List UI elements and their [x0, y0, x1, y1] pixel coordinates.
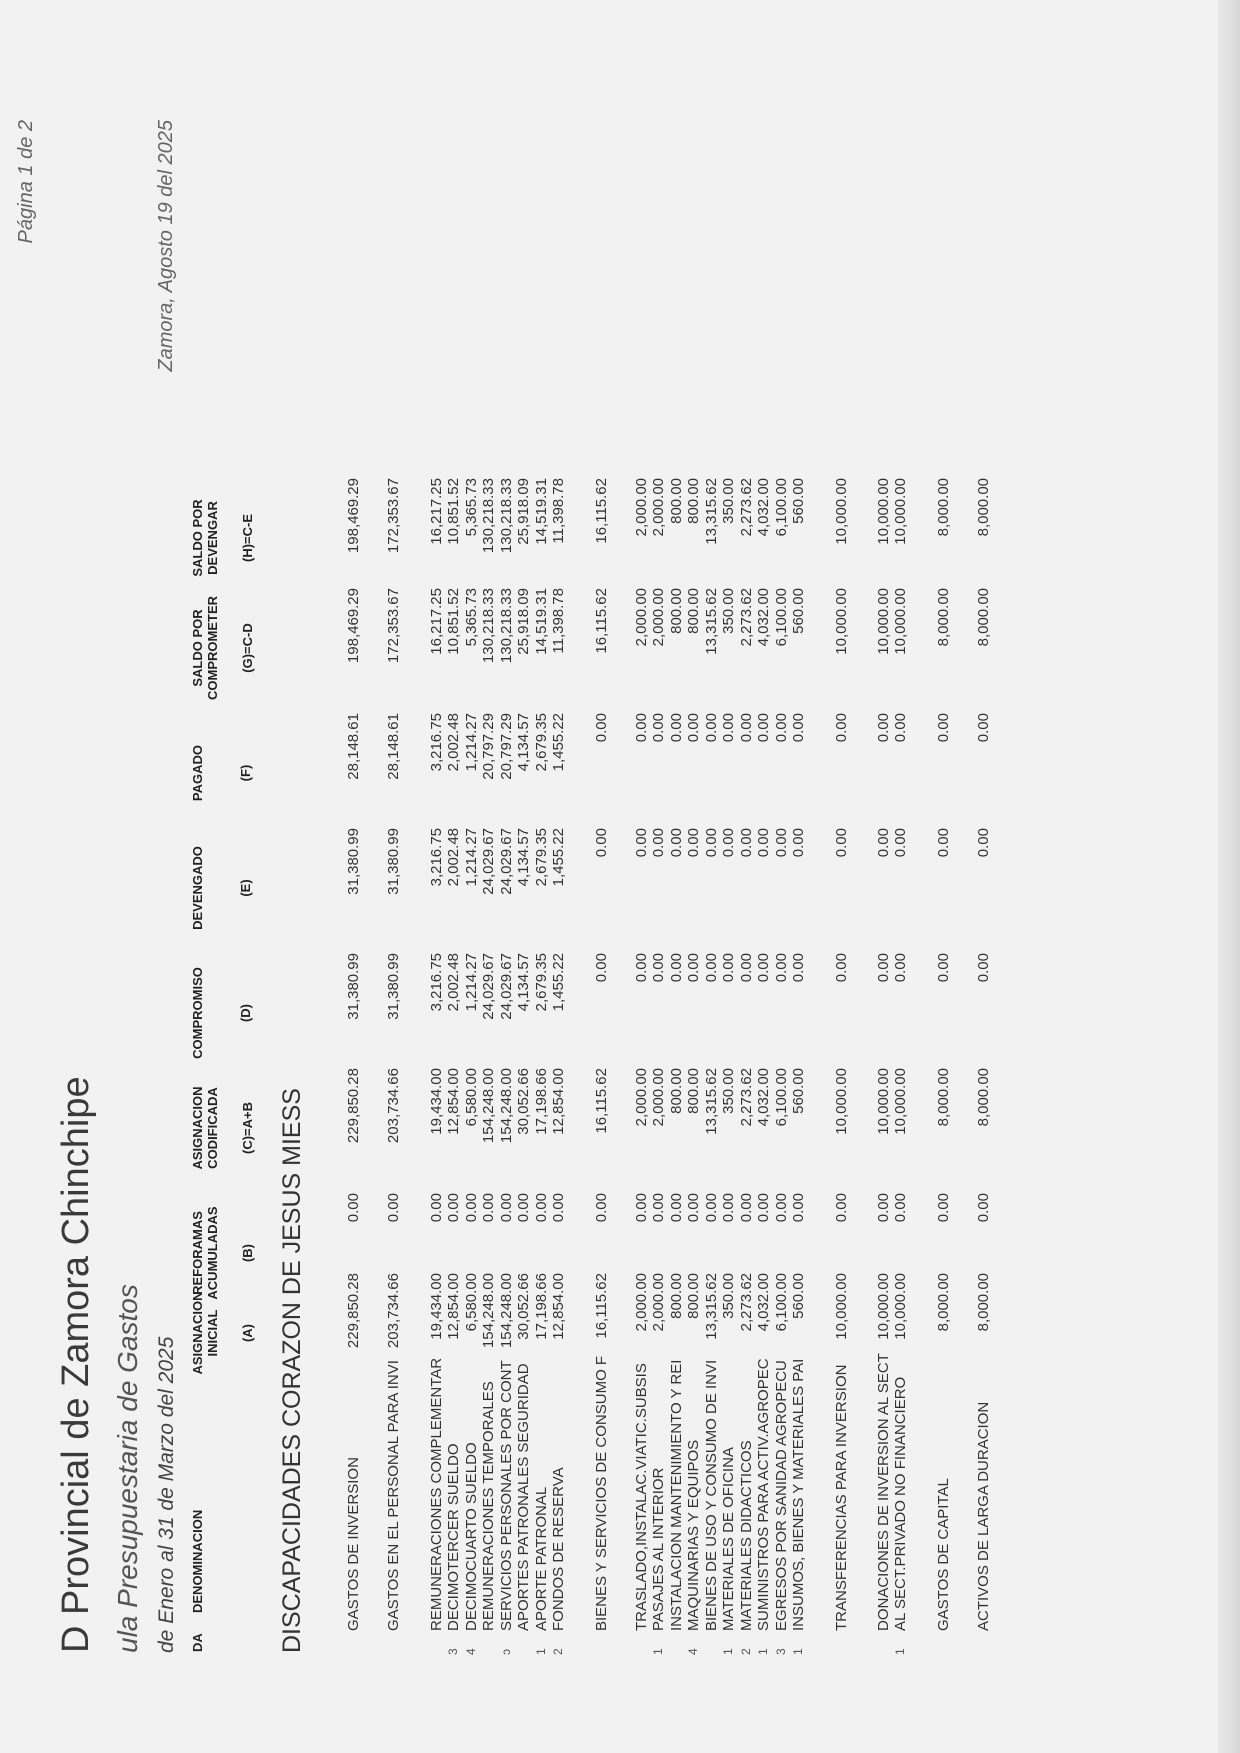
report-title: D Provincial de Zamora Chinchipe [55, 1076, 97, 1653]
row-denominacion: MAQUINARIAS Y EQUIPOS [685, 1439, 702, 1631]
cell-a: 350.00 [720, 1273, 737, 1319]
column-header-h-label1: SALDO POR [190, 499, 205, 577]
cell-g: 25,918.09 [515, 588, 532, 655]
cell-a: 16,115.62 [593, 1273, 610, 1339]
cell-f: 28,148.61 [385, 713, 402, 780]
cell-g: 560.00 [790, 588, 807, 634]
row-denominacion: BIENES Y SERVICIOS DE CONSUMO F [593, 1355, 610, 1631]
column-header-h [190, 478, 255, 598]
page-number: Página 1 de 2 [15, 120, 37, 244]
cell-f: 0.00 [790, 713, 807, 743]
cell-c: 17,198.66 [533, 1068, 550, 1135]
row-code: 1 [756, 1648, 770, 1655]
cell-e: 24,029.67 [498, 828, 515, 895]
cell-b: 0.00 [650, 1193, 667, 1223]
row-denominacion: PASAJES AL INTERIOR [650, 1467, 667, 1631]
cell-c: 12,854.00 [550, 1068, 567, 1135]
cell-g: 6,100.00 [773, 588, 790, 647]
row-code: 1 [651, 1648, 665, 1655]
cell-c: 12,854.00 [445, 1068, 462, 1135]
cell-f: 0.00 [668, 713, 685, 743]
cell-h: 10,000.00 [875, 478, 892, 545]
cell-d: 0.00 [975, 953, 992, 983]
column-header-c-label2: CODIFICADA [205, 1087, 220, 1169]
cell-b: 0.00 [345, 1193, 362, 1223]
column-header-g-formula: (G)=C-D [240, 623, 255, 673]
cell-h: 2,000.00 [633, 478, 650, 537]
cell-e: 0.00 [755, 828, 772, 858]
cell-c: 203,734.66 [385, 1068, 402, 1144]
cell-a: 229,850.28 [345, 1273, 362, 1349]
column-header-e-formula: (E) [238, 879, 253, 897]
cell-g: 10,851.52 [445, 588, 462, 655]
cell-e: 0.00 [875, 828, 892, 858]
cell-a: 800.00 [668, 1273, 685, 1319]
cell-d: 0.00 [773, 953, 790, 983]
cell-a: 10,000.00 [833, 1273, 850, 1340]
cell-d: 31,380.99 [345, 953, 362, 1020]
cell-b: 0.00 [790, 1193, 807, 1223]
row-code: 1 [893, 1648, 907, 1655]
row-code: 3 [774, 1648, 788, 1655]
cell-e: 0.00 [935, 828, 952, 858]
cell-b: 0.00 [633, 1193, 650, 1223]
cell-g: 8,000.00 [975, 588, 992, 647]
column-header-f-label1: PAGADO [190, 744, 205, 802]
cell-h: 10,000.00 [833, 478, 850, 545]
cell-f: 20,797.29 [480, 713, 497, 780]
cell-h: 172,353.67 [385, 478, 402, 554]
cell-b: 0.00 [385, 1193, 402, 1223]
cell-f: 0.00 [892, 713, 909, 743]
row-denominacion: REMUNERACIONES COMPLEMENTAR [428, 1357, 445, 1631]
cell-e: 1,455.22 [550, 828, 567, 887]
cell-f: 0.00 [738, 713, 755, 743]
cell-c: 10,000.00 [833, 1068, 850, 1135]
cell-b: 0.00 [833, 1193, 850, 1223]
row-denominacion: ACTIVOS DE LARGA DURACION [975, 1401, 992, 1631]
cell-g: 4,032.00 [755, 588, 772, 647]
cell-h: 25,918.09 [515, 478, 532, 545]
cell-c: 6,580.00 [463, 1068, 480, 1127]
column-header-g-label2: COMPROMETER [205, 596, 220, 700]
cell-e: 2,679.35 [533, 828, 550, 887]
column-header-h-formula: (H)=C-E [240, 513, 255, 563]
column-header-f-formula: (F) [238, 764, 253, 782]
cell-g: 10,000.00 [875, 588, 892, 655]
column-header-h-label2: DEVENGAR [205, 501, 220, 575]
row-code: 3 [446, 1648, 460, 1655]
cell-g: 800.00 [668, 588, 685, 634]
cell-h: 198,469.29 [345, 478, 362, 554]
cell-a: 10,000.00 [892, 1273, 909, 1340]
cell-h: 14,519.31 [533, 478, 550, 545]
cell-b: 0.00 [593, 1193, 610, 1223]
cell-a: 4,032.00 [755, 1273, 772, 1332]
cell-a: 12,854.00 [550, 1273, 567, 1340]
report-place-date: Zamora, Agosto 19 del 2025 [155, 120, 177, 372]
cell-c: 154,248.00 [498, 1068, 515, 1144]
cell-f: 0.00 [773, 713, 790, 743]
cell-e: 31,380.99 [385, 828, 402, 895]
cell-h: 8,000.00 [935, 478, 952, 537]
cell-d: 0.00 [703, 953, 720, 983]
cell-f: 1,455.22 [550, 713, 567, 772]
cell-a: 13,315.62 [703, 1273, 720, 1340]
cell-d: 0.00 [633, 953, 650, 983]
cell-a: 203,734.66 [385, 1273, 402, 1349]
cell-e: 0.00 [975, 828, 992, 858]
column-header-b-formula: (B) [240, 1243, 255, 1263]
cell-b: 0.00 [720, 1193, 737, 1223]
cell-e: 31,380.99 [345, 828, 362, 895]
cell-c: 8,000.00 [975, 1068, 992, 1127]
cell-f: 4,134.57 [515, 713, 532, 772]
column-header-c-formula: (C)=A+B [240, 1102, 255, 1155]
cell-h: 4,032.00 [755, 478, 772, 537]
cell-f: 1,214.27 [463, 713, 480, 772]
cell-f: 20,797.29 [498, 713, 515, 780]
row-denominacion: MATERIALES DIDACTICOS [738, 1440, 755, 1631]
column-header-g [190, 588, 255, 708]
cell-a: 12,854.00 [445, 1273, 462, 1340]
cell-a: 19,434.00 [428, 1273, 445, 1340]
cell-b: 0.00 [892, 1193, 909, 1223]
cell-b: 0.00 [533, 1193, 550, 1223]
cell-b: 0.00 [668, 1193, 685, 1223]
row-denominacion: APORTES PATRONALES SEGURIDAD [515, 1363, 532, 1631]
row-denominacion: FONDOS DE RESERVA [550, 1467, 567, 1631]
cell-e: 0.00 [773, 828, 790, 858]
cell-g: 8,000.00 [935, 588, 952, 647]
cell-c: 19,434.00 [428, 1068, 445, 1135]
cell-a: 30,052.66 [515, 1273, 532, 1340]
cell-h: 16,115.62 [593, 478, 610, 544]
cell-d: 1,455.22 [550, 953, 567, 1012]
row-denominacion: DECIMOTERCER SUELDO [445, 1443, 462, 1631]
row-denominacion: INSUMOS, BIENES Y MATERIALES PAI [790, 1358, 807, 1631]
cell-e: 0.00 [833, 828, 850, 858]
row-denominacion: GASTOS DE CAPITAL [935, 1478, 952, 1631]
row-denominacion: REMUNERACIONES TEMPORALES [480, 1381, 497, 1631]
cell-d: 0.00 [755, 953, 772, 983]
row-code: 2 [551, 1648, 565, 1655]
cell-b: 0.00 [738, 1193, 755, 1223]
cell-c: 800.00 [668, 1068, 685, 1114]
cell-b: 0.00 [445, 1193, 462, 1223]
row-denominacion: AL SECT.PRIVADO NO FINANCIERO [892, 1376, 909, 1631]
cell-h: 130,218.33 [480, 478, 497, 554]
cell-c: 8,000.00 [935, 1068, 952, 1127]
column-header-d-label1: COMPROMISO [190, 967, 205, 1059]
cell-f: 0.00 [833, 713, 850, 743]
cell-e: 0.00 [650, 828, 667, 858]
row-denominacion: DONACIONES DE INVERSION AL SECT [875, 1353, 892, 1631]
column-header-g-label1: SALDO POR [190, 609, 205, 687]
column-header-denominacion: DENOMINACION [190, 1509, 205, 1613]
cell-e: 24,029.67 [480, 828, 497, 895]
row-denominacion: BIENES DE USO Y CONSUMO DE INVI [703, 1359, 720, 1631]
cell-g: 14,519.31 [533, 588, 550, 655]
cell-d: 24,029.67 [480, 953, 497, 1020]
cell-d: 0.00 [790, 953, 807, 983]
cell-g: 130,218.33 [480, 588, 497, 664]
cell-b: 0.00 [935, 1193, 952, 1223]
cell-d: 1,214.27 [463, 953, 480, 1012]
column-header-a-formula: (A) [240, 1323, 255, 1343]
column-header-b-label2: ACUMULADAS [205, 1206, 220, 1300]
row-code: 1 [721, 1648, 735, 1655]
column-header-c [190, 1068, 255, 1188]
cell-f: 0.00 [755, 713, 772, 743]
cell-f: 0.00 [875, 713, 892, 743]
cell-d: 0.00 [875, 953, 892, 983]
cell-f: 0.00 [975, 713, 992, 743]
row-denominacion: SUMINISTROS PARA ACTIV.AGROPEC [755, 1358, 772, 1631]
column-header-partida: DA [190, 1633, 205, 1652]
row-code: 2 [739, 1648, 753, 1655]
cell-f: 3,216.75 [428, 713, 445, 772]
column-header-a-label1: ASIGNACION [190, 1291, 205, 1375]
report-period: de Enero al 31 de Marzo del 2025 [155, 1336, 178, 1653]
column-header-a-label2: INICIAL [205, 1309, 220, 1357]
cell-d: 31,380.99 [385, 953, 402, 1020]
cell-h: 10,851.52 [445, 478, 462, 545]
cell-d: 3,216.75 [428, 953, 445, 1012]
row-code: 1 [791, 1648, 805, 1655]
row-denominacion: GASTOS DE INVERSION [345, 1457, 362, 1631]
cell-h: 2,000.00 [650, 478, 667, 537]
cell-b: 0.00 [428, 1193, 445, 1223]
cell-g: 130,218.33 [498, 588, 515, 664]
column-header-b-label1: REFORAMAS [190, 1211, 205, 1295]
cell-g: 172,353.67 [385, 588, 402, 664]
cell-g: 10,000.00 [892, 588, 909, 655]
cell-g: 350.00 [720, 588, 737, 634]
cell-f: 0.00 [650, 713, 667, 743]
cell-a: 6,580.00 [463, 1273, 480, 1332]
cell-h: 130,218.33 [498, 478, 515, 554]
cell-b: 0.00 [773, 1193, 790, 1223]
row-code: 4 [464, 1648, 478, 1655]
cell-d: 0.00 [935, 953, 952, 983]
column-header-e [190, 828, 253, 948]
cell-e: 0.00 [738, 828, 755, 858]
row-denominacion: GASTOS EN EL PERSONAL PARA INVI [385, 1360, 402, 1631]
cell-h: 560.00 [790, 478, 807, 524]
cell-c: 800.00 [685, 1068, 702, 1114]
cell-h: 11,398.78 [550, 478, 567, 544]
cell-e: 0.00 [593, 828, 610, 858]
cell-g: 16,217.25 [428, 588, 445, 655]
cell-e: 0.00 [790, 828, 807, 858]
cell-e: 0.00 [703, 828, 720, 858]
cell-d: 0.00 [833, 953, 850, 983]
cell-f: 28,148.61 [345, 713, 362, 780]
cell-b: 0.00 [480, 1193, 497, 1223]
cell-c: 13,315.62 [703, 1068, 720, 1135]
cell-d: 24,029.67 [498, 953, 515, 1020]
cell-g: 2,000.00 [633, 588, 650, 647]
cell-h: 5,365.73 [463, 478, 480, 537]
cell-h: 6,100.00 [773, 478, 790, 537]
report-subtitle: ula Presupuestaria de Gastos [112, 1284, 143, 1653]
cell-g: 11,398.78 [550, 588, 567, 654]
cell-c: 4,032.00 [755, 1068, 772, 1127]
cell-h: 350.00 [720, 478, 737, 524]
cell-a: 2,273.62 [738, 1273, 755, 1332]
row-denominacion: SERVICIOS PERSONALES POR CONT [498, 1360, 515, 1631]
section-title: DISCAPACIDADES CORAZON DE JESUS MIESS [278, 1088, 306, 1653]
cell-d: 0.00 [668, 953, 685, 983]
cell-e: 0.00 [892, 828, 909, 858]
cell-h: 8,000.00 [975, 478, 992, 537]
cell-a: 10,000.00 [875, 1273, 892, 1340]
cell-a: 2,000.00 [633, 1273, 650, 1332]
cell-e: 0.00 [720, 828, 737, 858]
cell-b: 0.00 [703, 1193, 720, 1223]
cell-f: 2,679.35 [533, 713, 550, 772]
column-header-b [190, 1193, 255, 1313]
cell-d: 4,134.57 [515, 953, 532, 1012]
cell-c: 350.00 [720, 1068, 737, 1114]
cell-a: 17,198.66 [533, 1273, 550, 1340]
cell-f: 0.00 [703, 713, 720, 743]
cell-c: 30,052.66 [515, 1068, 532, 1135]
cell-b: 0.00 [975, 1193, 992, 1223]
cell-c: 10,000.00 [875, 1068, 892, 1135]
cell-a: 8,000.00 [975, 1273, 992, 1332]
cell-b: 0.00 [498, 1193, 515, 1223]
row-denominacion: MATERIALES DE OFICINA [720, 1447, 737, 1631]
cell-f: 0.00 [935, 713, 952, 743]
cell-f: 2,002.48 [445, 713, 462, 772]
column-header-c-label1: ASIGNACION [190, 1086, 205, 1170]
cell-a: 560.00 [790, 1273, 807, 1319]
cell-e: 0.00 [685, 828, 702, 858]
cell-d: 2,679.35 [533, 953, 550, 1012]
cell-c: 6,100.00 [773, 1068, 790, 1127]
cell-d: 0.00 [685, 953, 702, 983]
row-code: ↄ [499, 1649, 513, 1655]
column-header-d [190, 953, 253, 1073]
cell-f: 0.00 [685, 713, 702, 743]
cell-f: 0.00 [593, 713, 610, 743]
row-code: 4 [686, 1648, 700, 1655]
cell-g: 2,273.62 [738, 588, 755, 647]
column-header-f [190, 713, 253, 833]
cell-g: 800.00 [685, 588, 702, 634]
cell-c: 560.00 [790, 1068, 807, 1114]
column-header-d-formula: (D) [238, 1003, 253, 1023]
cell-h: 16,217.25 [428, 478, 445, 545]
cell-c: 10,000.00 [892, 1068, 909, 1135]
cell-b: 0.00 [685, 1193, 702, 1223]
cell-d: 0.00 [593, 953, 610, 983]
row-denominacion: INSTALACION MANTENIMIENTO Y REI [668, 1359, 685, 1631]
cell-h: 13,315.62 [703, 478, 720, 545]
row-denominacion: TRASLADO,INSTALAC.VIATIC.SUBSIS [633, 1363, 650, 1631]
row-code: 1 [534, 1648, 548, 1655]
cell-e: 4,134.57 [515, 828, 532, 887]
cell-h: 800.00 [668, 478, 685, 524]
row-denominacion: EGRESOS POR SANIDAD AGROPECU [773, 1360, 790, 1631]
cell-a: 800.00 [685, 1273, 702, 1319]
cell-g: 198,469.29 [345, 588, 362, 664]
cell-c: 2,000.00 [650, 1068, 667, 1127]
cell-h: 2,273.62 [738, 478, 755, 537]
cell-g: 2,000.00 [650, 588, 667, 647]
cell-b: 0.00 [755, 1193, 772, 1223]
cell-c: 16,115.62 [593, 1068, 610, 1134]
cell-d: 0.00 [720, 953, 737, 983]
cell-c: 2,273.62 [738, 1068, 755, 1127]
cell-h: 800.00 [685, 478, 702, 524]
cell-e: 0.00 [633, 828, 650, 858]
cell-c: 229,850.28 [345, 1068, 362, 1144]
cell-b: 0.00 [463, 1193, 480, 1223]
cell-e: 1,214.27 [463, 828, 480, 887]
column-header-e-label1: DEVENGADO [190, 846, 205, 930]
cell-h: 10,000.00 [892, 478, 909, 545]
cell-a: 2,000.00 [650, 1273, 667, 1332]
cell-e: 0.00 [668, 828, 685, 858]
cell-a: 8,000.00 [935, 1273, 952, 1332]
cell-d: 0.00 [738, 953, 755, 983]
cell-d: 0.00 [650, 953, 667, 983]
row-denominacion: APORTE PATRONAL [533, 1486, 550, 1631]
cell-b: 0.00 [875, 1193, 892, 1223]
row-denominacion: TRANSFERENCIAS PARA INVERSION [833, 1364, 850, 1631]
cell-g: 5,365.73 [463, 588, 480, 647]
cell-a: 154,248.00 [498, 1273, 515, 1349]
cell-a: 154,248.00 [480, 1273, 497, 1349]
cell-d: 2,002.48 [445, 953, 462, 1012]
cell-f: 0.00 [720, 713, 737, 743]
cell-e: 2,002.48 [445, 828, 462, 887]
cell-e: 3,216.75 [428, 828, 445, 887]
cell-d: 0.00 [892, 953, 909, 983]
cell-a: 6,100.00 [773, 1273, 790, 1332]
cell-g: 10,000.00 [833, 588, 850, 655]
cell-b: 0.00 [515, 1193, 532, 1223]
cell-f: 0.00 [633, 713, 650, 743]
cell-c: 154,248.00 [480, 1068, 497, 1144]
row-denominacion: DECIMOCUARTO SUELDO [463, 1442, 480, 1631]
cell-g: 13,315.62 [703, 588, 720, 655]
cell-b: 0.00 [550, 1193, 567, 1223]
cell-g: 16,115.62 [593, 588, 610, 654]
cell-c: 2,000.00 [633, 1068, 650, 1127]
